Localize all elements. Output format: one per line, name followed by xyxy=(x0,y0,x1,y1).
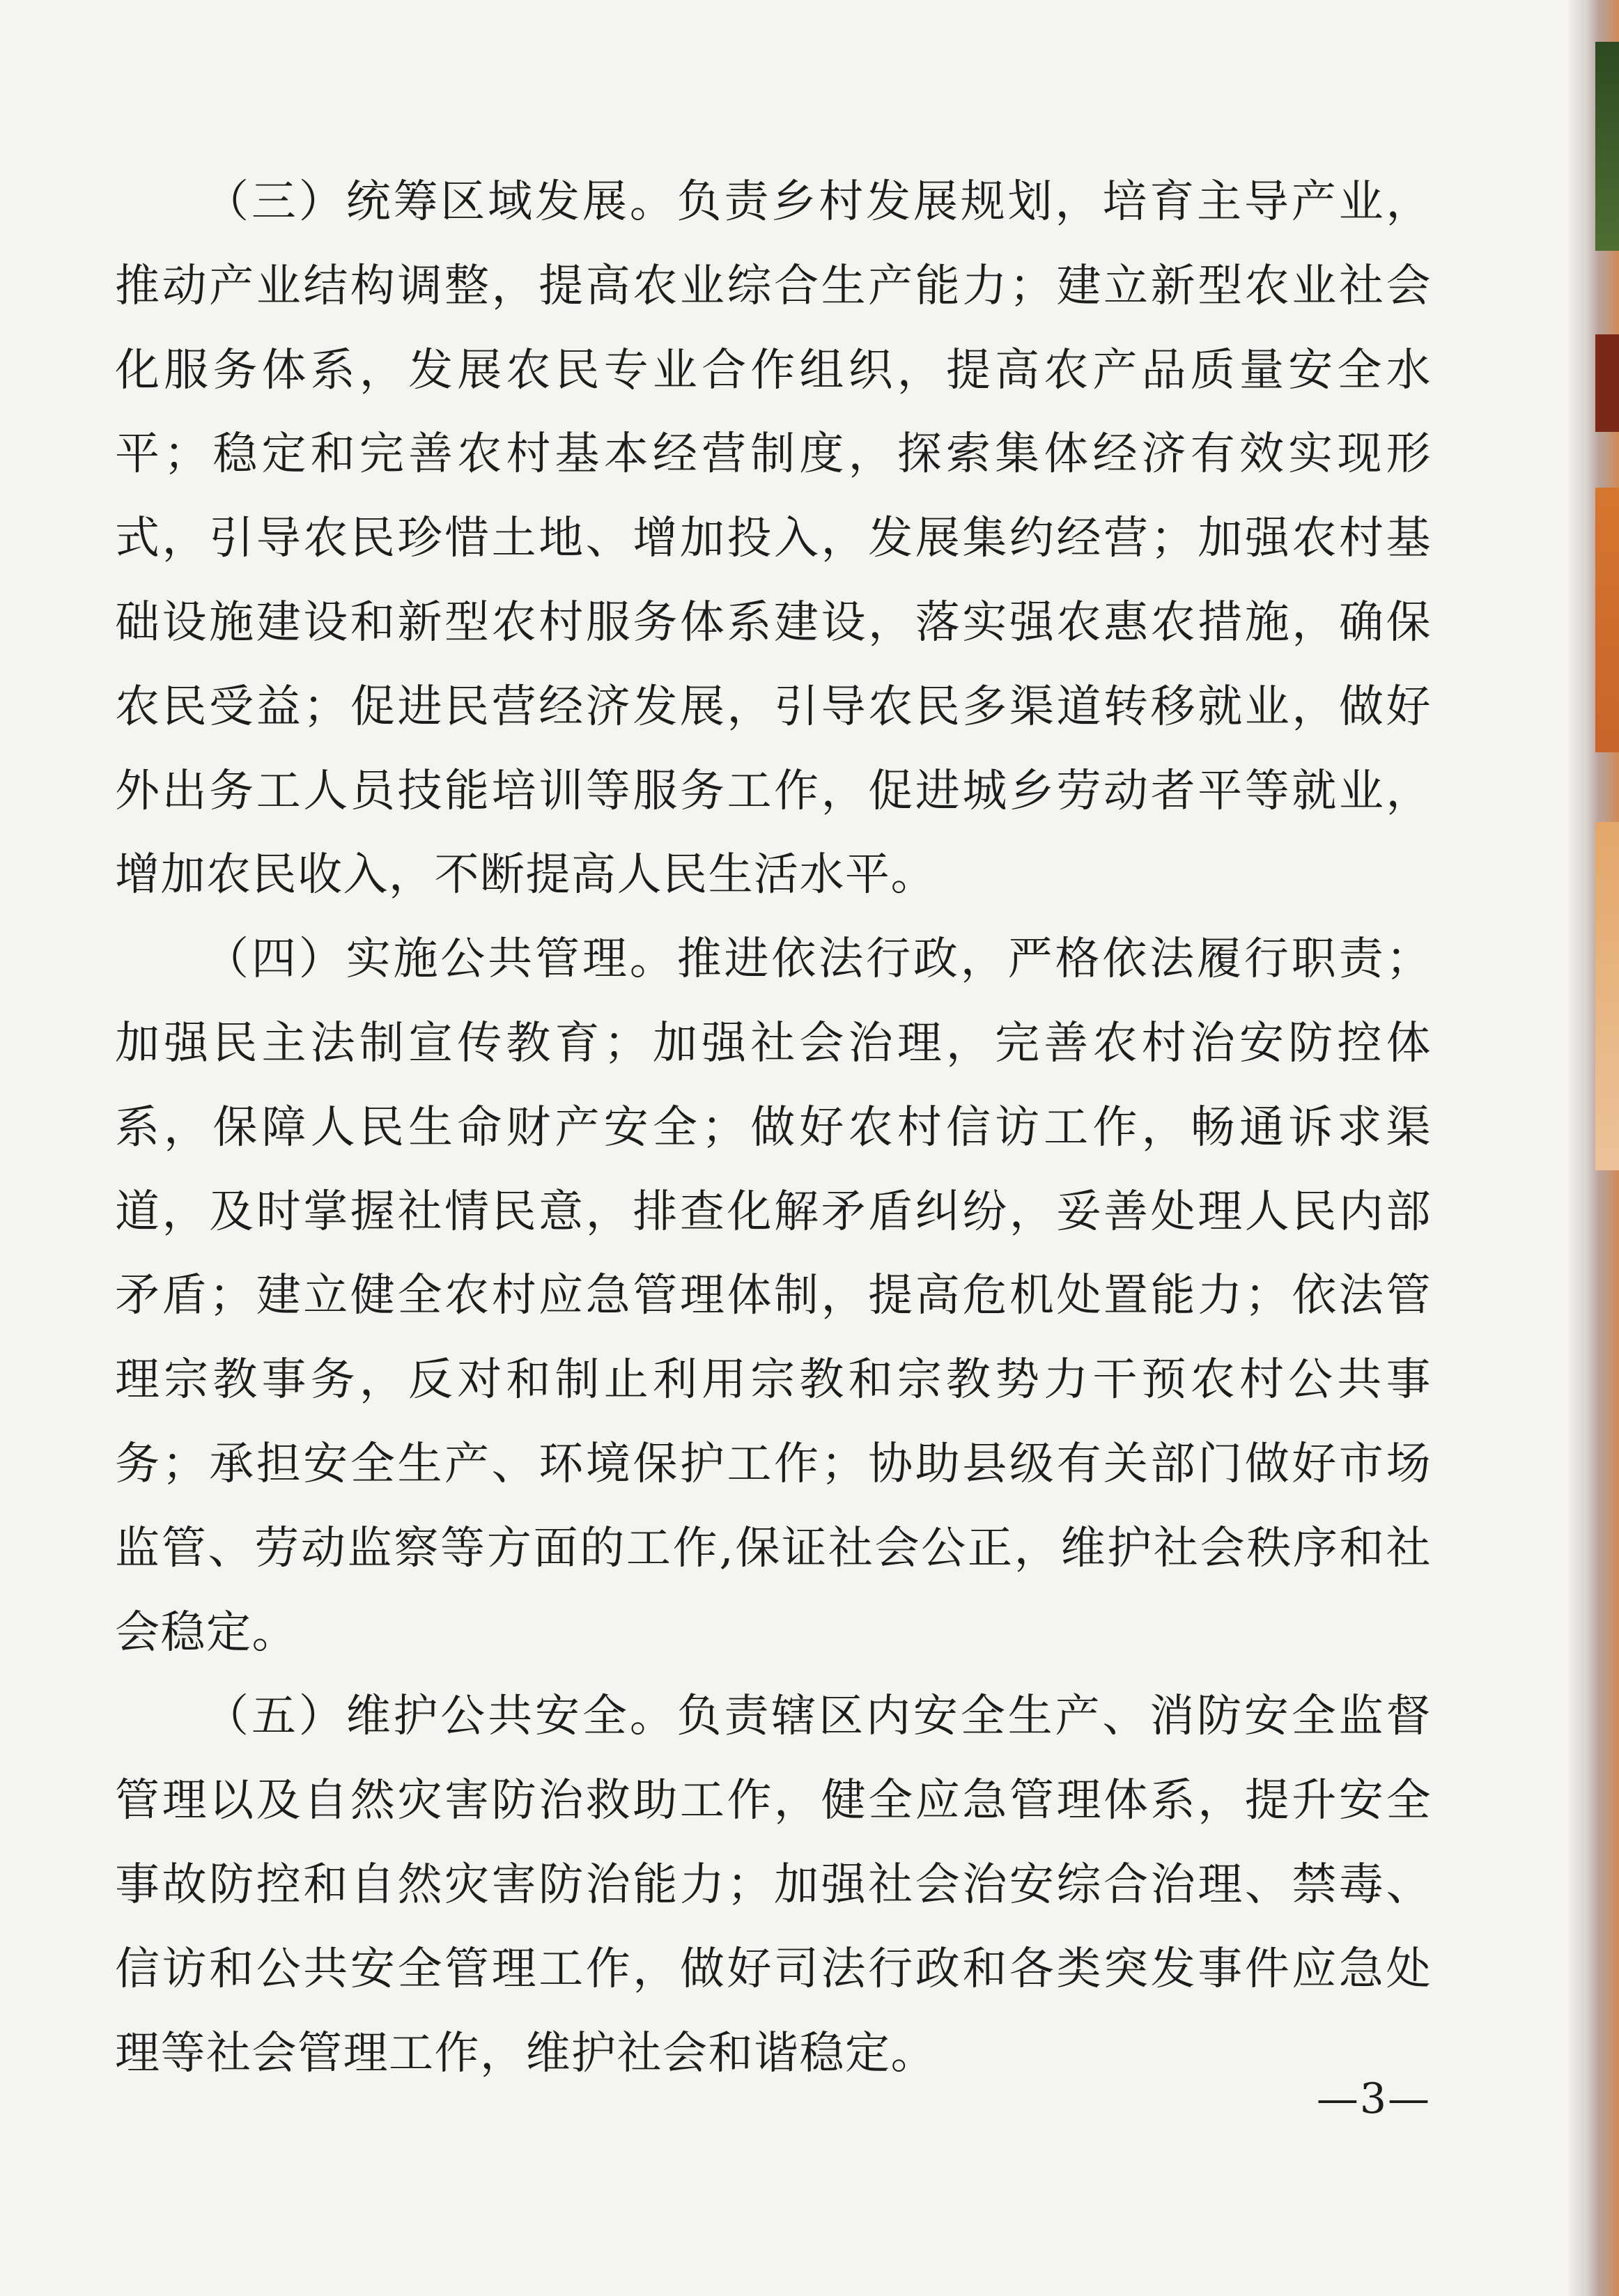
paragraph-section-4: （四）实施公共管理。推进依法行政，严格依法履行职责；加强民主法制宣传教育；加强社会治理，完善农村治安防控体系，保障人民生命财产安全；做好农村信访工作，畅通诉求渠道，及时掌握社情民意，排查化解矛盾纠纷，妥善处理人民内部矛盾；建立健全农村应急管理体制，提高危机处置能力；依法管理宗教事务，反对和制止利用宗教和宗教势力干预农村公共事务；承担安全生产、环境保护工作；协助县级有关部门做好市场监管、劳动监察等方面的工作,保证社会公正，维护社会秩序和社会稳定。 xyxy=(115,933,1432,1659)
paragraph-section-3: （三）统筹区域发展。负责乡村发展规划，培育主导产业，推动产业结构调整，提高农业综合生产能力；建立新型农业社会化服务体系，发展农民专业合作组织，提高农产品质量安全水平；稳定和完善农村基本经营制度，探索集体经济有效实现形式，引导农民珍惜土地、增加投入，发展集约经营；加强农村基础设施建设和新型农村服务体系建设，落实强农惠农措施，确保农民受益；促进民营经济发展，引导农民多渠道转移就业，做好外出务工人员技能培训等服务工作，促进城乡劳动者平等就业，增加农民收入，不断提高人民生活水平。 xyxy=(115,176,1432,901)
body-text xyxy=(115,160,1432,2095)
edge-patch-tan xyxy=(1595,822,1619,1170)
edge-patch-green xyxy=(1595,42,1619,251)
paragraph-section-5: （五）维护公共安全。负责辖区内安全生产、消防安全监督管理以及自然灾害防治救助工作，健全应急管理体系，提升安全事故防控和自然灾害防治能力；加强社会治安综合治理、禁毒、信访和公共安全管理工作，做好司法行政和各类突发事件应急处理等社会管理工作，维护社会和谐稳定。 xyxy=(115,1691,1432,2079)
edge-patch-red xyxy=(1595,334,1619,432)
binding-edge xyxy=(1569,0,1619,2296)
edge-patch-orange xyxy=(1595,488,1619,752)
page-number: —3— xyxy=(1316,2074,1431,2123)
